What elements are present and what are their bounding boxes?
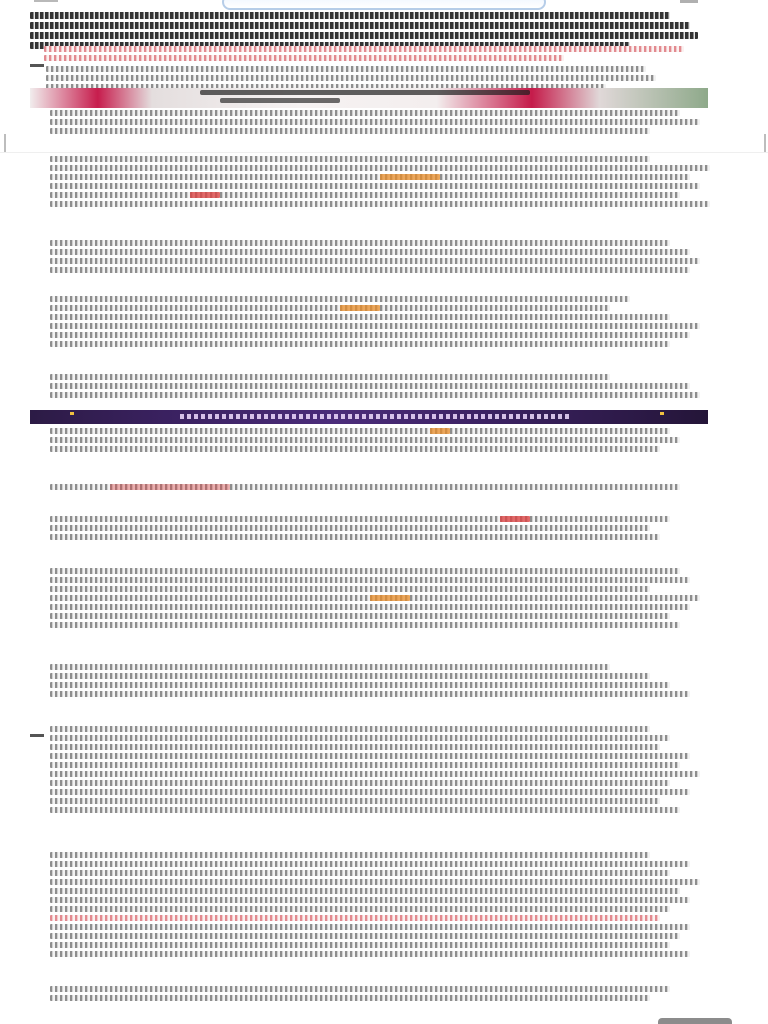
section-paragraph <box>30 484 708 493</box>
menu-icon[interactable] <box>34 0 58 2</box>
top-nav-bar <box>0 0 768 10</box>
section-paragraph <box>30 156 708 210</box>
paragraph <box>30 428 708 455</box>
section-paragraph <box>30 726 708 816</box>
section-paragraph <box>30 516 708 543</box>
section-paragraph <box>30 568 708 631</box>
happy-birthday-banner <box>30 410 708 424</box>
site-logo-icon[interactable] <box>222 0 546 10</box>
sparkle-icon <box>70 412 74 415</box>
paragraph <box>30 110 708 137</box>
scroll-edge-right <box>764 134 766 152</box>
account-icon[interactable] <box>680 0 698 3</box>
section-paragraph <box>30 852 708 960</box>
section-paragraph <box>30 986 708 1004</box>
section-paragraph <box>30 664 708 700</box>
happy-valentines-banner <box>30 88 708 108</box>
scroll-edge-left <box>4 134 6 152</box>
scroll-to-top-button[interactable] <box>658 1018 732 1024</box>
sparkle-icon <box>660 412 664 415</box>
banner-subheading <box>220 98 340 103</box>
banner-heading <box>200 90 530 95</box>
article-byline <box>30 46 708 64</box>
section-paragraph <box>30 296 708 350</box>
section-paragraph <box>30 240 708 276</box>
section-paragraph <box>30 374 708 401</box>
divider <box>0 152 768 153</box>
banner-heading <box>180 414 570 419</box>
